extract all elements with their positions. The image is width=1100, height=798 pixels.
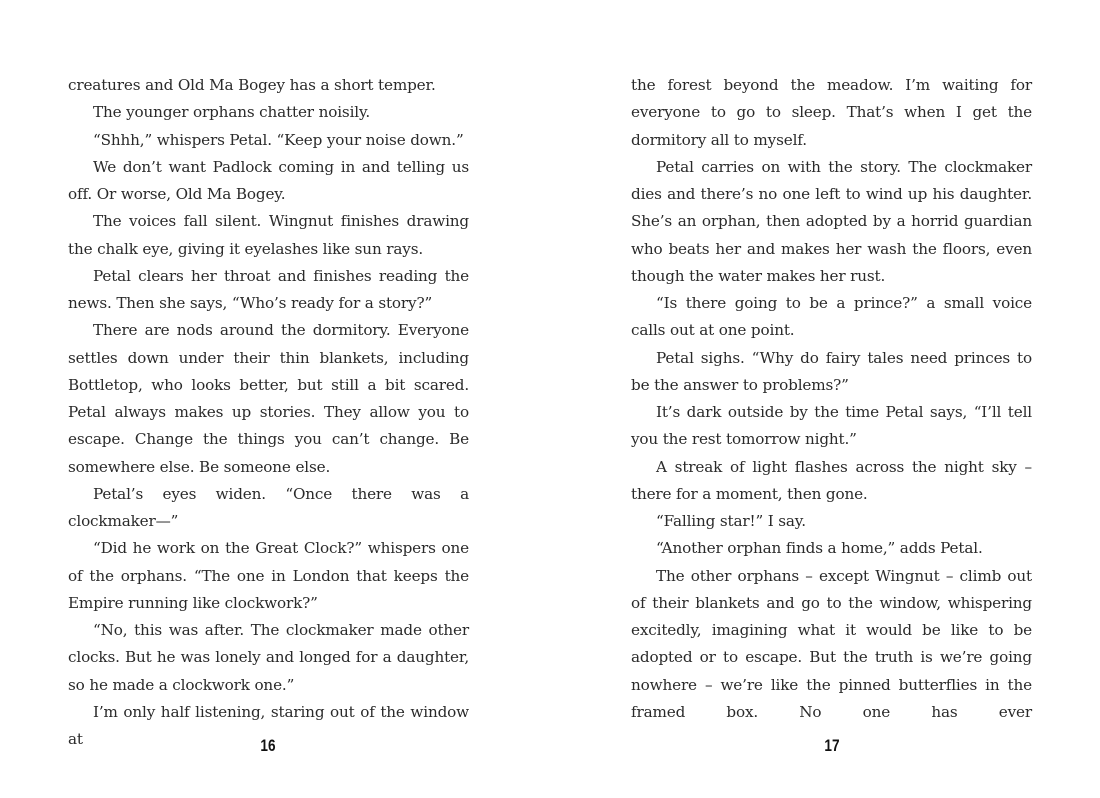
paragraph: Petal’s eyes widen. “Once there was a clockmaker—”: [68, 484, 469, 530]
paragraph: Petal clears her throat and finishes reading the news. Then she says, “Who’s ready for a story?”: [68, 266, 469, 312]
paragraph: creatures and Old Ma Bogey has a short temper.: [68, 76, 436, 94]
paragraph: I’m only half listening, staring out of the window at: [68, 702, 469, 748]
paragraph: “Is there going to be a prince?” a small voice calls out at one point.: [631, 294, 1032, 340]
paragraph: “No, this was after. The clockmaker made other clocks. But he was lonely and longed for a daughter, so he made a clockwork one.”: [68, 621, 469, 694]
paragraph: We don’t want Padlock coming in and telling us off. Or worse, Old Ma Bogey.: [68, 157, 469, 203]
right-page-text: [631, 72, 1032, 726]
paragraph: “Shhh,” whispers Petal. “Keep your noise down.”: [93, 130, 464, 149]
paragraph: The other orphans – except Wingnut – climb out of their blankets and go to the window, whispering excitedly, imagining what it would be like to be adopted or to escape. But the truth is we’re going nowhere – we’re like the pinned butterflies in the framed box. No one has ever: [631, 566, 1032, 721]
paragraph: Petal sighs. “Why do fairy tales need princes to be the answer to problems?”: [631, 348, 1032, 394]
page-number-left: 16: [260, 736, 276, 755]
paragraph: the forest beyond the meadow. I’m waiting for everyone to go to sleep. That’s when I get the dormitory all to myself.: [631, 76, 1032, 149]
paragraph: “Falling star!” I say.: [656, 512, 806, 530]
paragraph: “Another orphan finds a home,” adds Petal.: [656, 539, 983, 558]
paragraph: There are nods around the dormitory. Everyone settles down under their thin blankets, including Bottletop, who looks better, but still a bit scared. Petal always makes up stories. They allow you to escape. Change the things you can’t change. Be somewhere else. Be someone else.: [68, 321, 469, 476]
paragraph: The voices fall silent. Wingnut finishes drawing the chalk eye, giving it eyelashes like sun rays.: [68, 212, 469, 258]
paragraph: “Did he work on the Great Clock?” whispers one of the orphans. “The one in London that keeps the Empire running like clockwork?”: [68, 539, 469, 612]
right-page: [631, 72, 1032, 726]
paragraph: A streak of light flashes across the night sky – there for a moment, then gone.: [631, 457, 1032, 503]
left-page-text: [68, 72, 469, 753]
paragraph: The younger orphans chatter noisily.: [93, 103, 371, 122]
paragraph: It’s dark outside by the time Petal says, “I’ll tell you the rest tomorrow night.”: [631, 403, 1032, 449]
left-page: [68, 72, 469, 753]
page-number-right: 17: [824, 736, 840, 755]
paragraph: Petal carries on with the story. The clockmaker dies and there’s no one left to wind up his daughter. She’s an orphan, then adopted by a horrid guardian who beats her and makes her wash the floors, even though the water makes her rust.: [631, 157, 1032, 285]
